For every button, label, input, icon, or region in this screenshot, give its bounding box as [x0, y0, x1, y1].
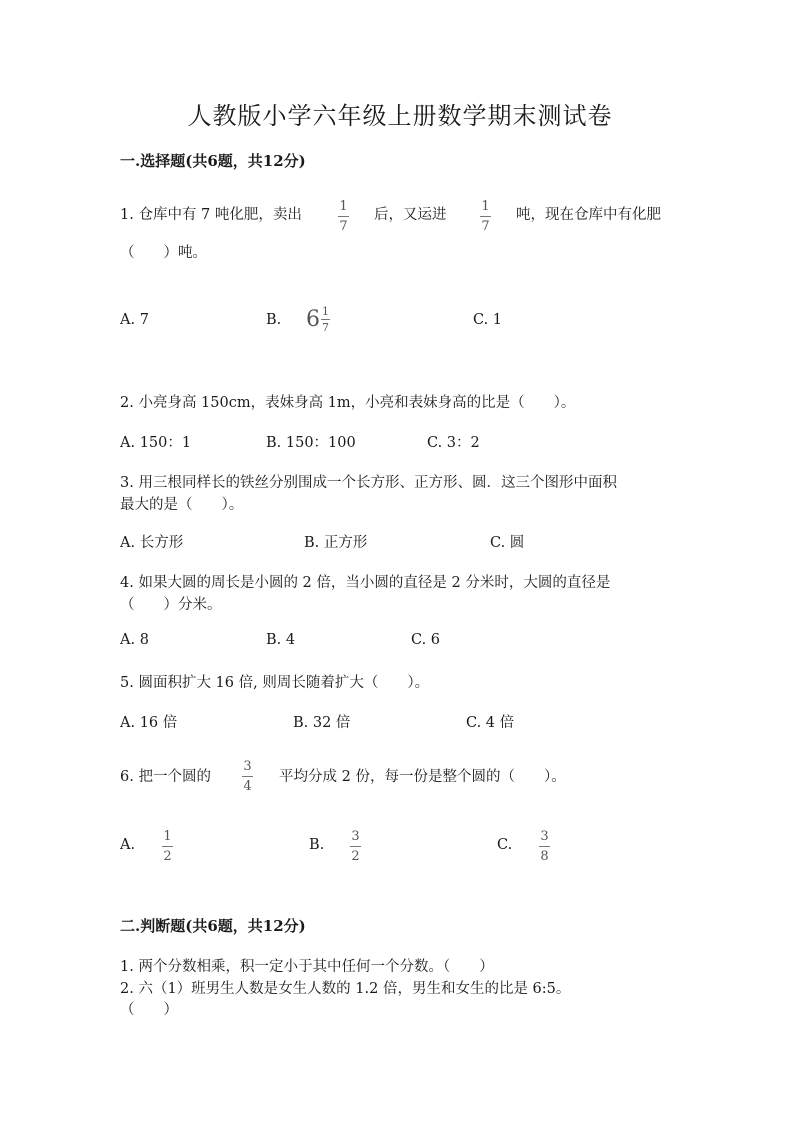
fraction-bar [350, 846, 361, 847]
question-6-option-a-fraction [162, 830, 173, 863]
mixed-fraction [321, 306, 330, 333]
question-3-option-b: B. 正方形 [304, 535, 368, 551]
question-5-option-c: C. 4 倍 [466, 715, 515, 731]
question-5-option-b: B. 32 倍 [293, 715, 351, 731]
section-heading-choice: 一.选择题(共6题，共12分) [120, 152, 306, 170]
fraction-bar [321, 319, 330, 320]
judge-2-line-1: 2. 六（1）班男生人数是女生人数的 1.2 倍，男生和女生的比是 6:5。 [120, 981, 571, 997]
question-1-part-1: 1. 仓库中有 7 吨化肥，卖出 [120, 207, 302, 223]
question-6-option-a: A. [120, 837, 136, 853]
fraction-bar [162, 846, 173, 847]
question-4-line-1: 4. 如果大圆的周长是小圆的 2 倍，当小圆的直径是 2 分米时，大圆的直径是 [120, 575, 611, 591]
question-2-option-b: B. 150：100 [266, 435, 356, 451]
fraction-bar [338, 216, 349, 217]
question-2-option-c: C. 3：2 [427, 435, 480, 451]
question-1-option-a: A. 7 [120, 312, 149, 328]
question-4-option-a: A. 8 [120, 632, 149, 648]
fraction-numerator: 3 [540, 829, 549, 844]
question-6-part-1: 6. 把一个圆的 [120, 769, 211, 785]
question-1-option-c: C. 1 [473, 312, 503, 328]
fraction-numerator: 3 [243, 759, 252, 774]
fraction-denominator: 2 [351, 849, 360, 864]
judge-2-line-2: （ ） [120, 1002, 178, 1018]
question-3-option-a: A. 长方形 [120, 535, 184, 551]
question-6-option-b: B. [309, 837, 325, 853]
question-3-line-1: 3. 用三根同样长的铁丝分别围成一个长方形、正方形、圆．这三个图形中面积 [120, 475, 617, 491]
question-6-option-c: C. [497, 837, 513, 853]
question-5-option-a: A. 16 倍 [120, 715, 178, 731]
fraction-bar [539, 846, 550, 847]
fraction-denominator: 8 [540, 849, 549, 864]
fraction-denominator: 4 [243, 779, 252, 794]
question-5-text: 5. 圆面积扩大 16 倍, 则周长随着扩大（ ）。 [120, 675, 430, 691]
question-2-text: 2. 小亮身高 150cm，表妹身高 1m，小亮和表妹身高的比是（ ）。 [120, 395, 576, 411]
question-6-part-2: 平均分成 2 份，每一份是整个圆的（ ）。 [279, 769, 566, 785]
question-6-option-c-fraction [539, 830, 550, 863]
fraction-bar [480, 216, 491, 217]
fraction-numerator: 1 [322, 305, 329, 318]
question-1-fraction-added [480, 200, 491, 233]
mixed-whole: 6 [306, 307, 320, 332]
question-6-option-b-fraction [350, 830, 361, 863]
question-4-line-2: （ ）分米。 [120, 597, 222, 613]
question-4-option-b: B. 4 [266, 632, 296, 648]
question-4-option-c: C. 6 [411, 632, 441, 648]
judge-1-text: 1. 两个分数相乘，积一定小于其中任何一个分数。（ ） [120, 959, 494, 975]
fraction-denominator: 7 [322, 321, 329, 334]
question-1-part-3: 吨，现在仓库中有化肥 [516, 207, 661, 223]
question-6-fraction [242, 760, 253, 793]
question-1-option-b-mixed-number [306, 306, 330, 333]
fraction-denominator: 2 [163, 849, 172, 864]
question-1-option-b: B. [266, 312, 282, 328]
page-title: 人教版小学六年级上册数学期末测试卷 [187, 102, 613, 130]
question-3-option-c: C. 圆 [490, 535, 525, 551]
fraction-denominator: 7 [481, 219, 490, 234]
fraction-numerator: 1 [339, 199, 348, 214]
question-1-fraction-sold [338, 200, 349, 233]
fraction-numerator: 1 [163, 829, 172, 844]
fraction-numerator: 1 [481, 199, 490, 214]
fraction-numerator: 3 [351, 829, 360, 844]
fraction-denominator: 7 [339, 219, 348, 234]
question-1-part-4: （ ）吨。 [120, 245, 207, 261]
section-heading-judge: 二.判断题(共6题，共12分) [120, 917, 306, 935]
fraction-bar [242, 776, 253, 777]
question-1-part-2: 后，又运进 [374, 207, 447, 223]
question-2-option-a: A. 150：1 [120, 435, 192, 451]
question-3-line-2: 最大的是（ ）。 [120, 497, 244, 513]
